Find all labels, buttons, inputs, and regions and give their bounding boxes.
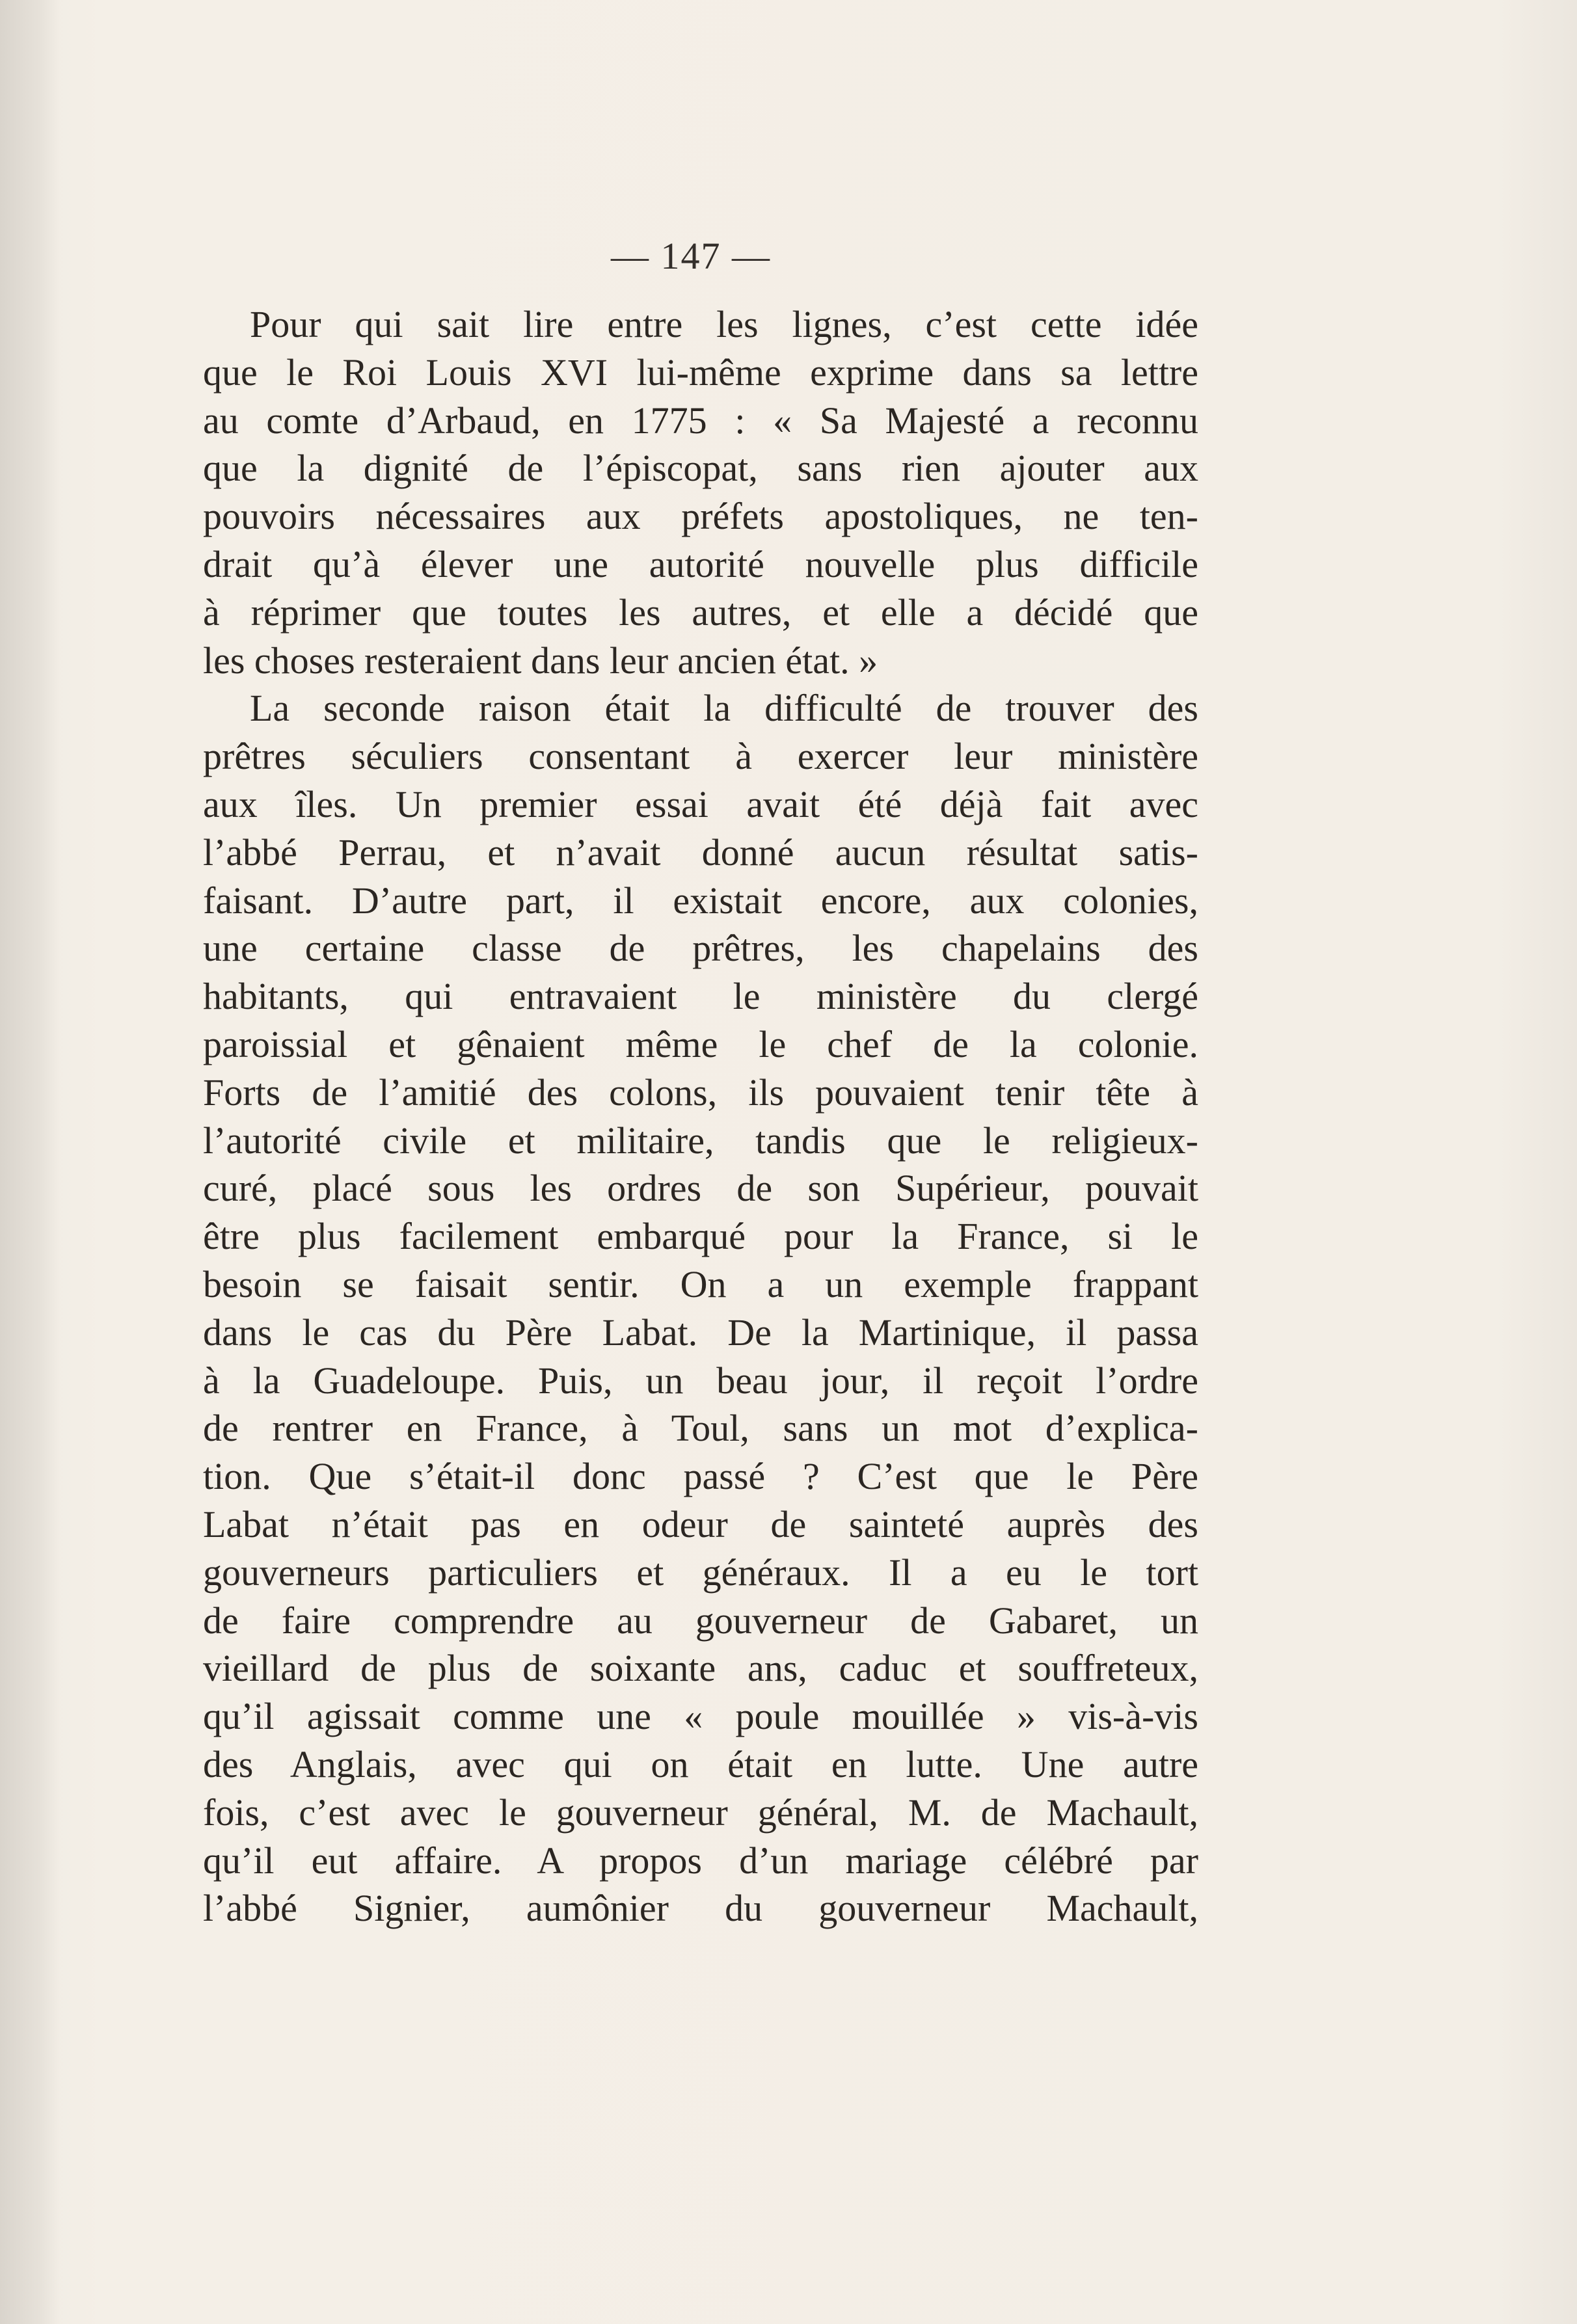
text-line: qu’il agissait comme une « poule mouillée » vis-à-vis (203, 1695, 1198, 1738)
text-line: vieillard de plus de soixante ans, caduc et souffreteux, (203, 1647, 1198, 1690)
text-line: l’autorité civile et militaire, tandis que le religieux- (203, 1119, 1198, 1162)
text-line: prêtres séculiers consentant à exercer leur ministère (203, 735, 1198, 778)
text-line: besoin se faisait sentir. On a un exemple frappant (203, 1262, 1198, 1305)
text-line: de rentrer en France, à Toul, sans un mot d’explica- (203, 1407, 1198, 1450)
text-line: les choses resteraient dans leur ancien état. » (203, 639, 878, 682)
text-line: faisant. D’autre part, il existait encore, aux colonies, (203, 879, 1198, 922)
text-line: Labat n’était pas en odeur de sainteté auprès des (203, 1503, 1198, 1545)
text-line: de faire comprendre au gouverneur de Gabaret, un (203, 1599, 1198, 1642)
page-gutter-shadow (0, 0, 60, 2324)
text-line: des Anglais, avec qui on était en lutte. Une autre (203, 1743, 1198, 1785)
text-line: Forts de l’amitié des colons, ils pouvaient tenir tête à (203, 1071, 1198, 1114)
text-line: pouvoirs nécessaires aux préfets apostoliques, ne ten- (203, 495, 1198, 538)
text-line: l’abbé Signier, aumônier du gouverneur Machault, (203, 1887, 1198, 1930)
text-line: que la dignité de l’épiscopat, sans rien ajouter aux (203, 447, 1198, 490)
text-line: Pour qui sait lire entre les lignes, c’est cette idée (250, 303, 1198, 345)
text-line: paroissial et gênaient même le chef de la colonie. (203, 1022, 1198, 1065)
text-line: être plus facilement embarqué pour la France, si le (203, 1215, 1198, 1258)
text-line: fois, c’est avec le gouverneur général, M. de Machault, (203, 1791, 1198, 1834)
body-text (203, 301, 1198, 1932)
text-line: dans le cas du Père Labat. De la Martinique, il passa (203, 1311, 1198, 1354)
text-line: une certaine classe de prêtres, les chapelains des (203, 927, 1198, 970)
text-line: drait qu’à élever une autorité nouvelle plus difficile (203, 542, 1198, 585)
text-line: que le Roi Louis XVI lui-même exprime dans sa lettre (203, 351, 1198, 394)
text-line: curé, placé sous les ordres de son Supérieur, pouvait (203, 1167, 1198, 1210)
text-line: habitants, qui entravaient le ministère du clergé (203, 975, 1198, 1018)
text-line: à réprimer que toutes les autres, et elle a décidé que (203, 591, 1198, 634)
page-number: — 147 — (611, 235, 771, 277)
text-line: à la Guadeloupe. Puis, un beau jour, il reçoit l’ordre (203, 1359, 1198, 1402)
text-line: aux îles. Un premier essai avait été déjà fait avec (203, 782, 1198, 825)
text-line: gouverneurs particuliers et généraux. Il a eu le tort (203, 1551, 1198, 1594)
text-line: l’abbé Perrau, et n’avait donné aucun résultat satis- (203, 831, 1198, 874)
text-line: La seconde raison était la difficulté de trouver des (250, 687, 1198, 730)
text-line: tion. Que s’était-il donc passé ? C’est que le Père (203, 1455, 1198, 1498)
text-line: au comte d’Arbaud, en 1775 : « Sa Majesté a reconnu (203, 399, 1198, 442)
text-line: qu’il eut affaire. A propos d’un mariage célébré par (203, 1839, 1198, 1882)
